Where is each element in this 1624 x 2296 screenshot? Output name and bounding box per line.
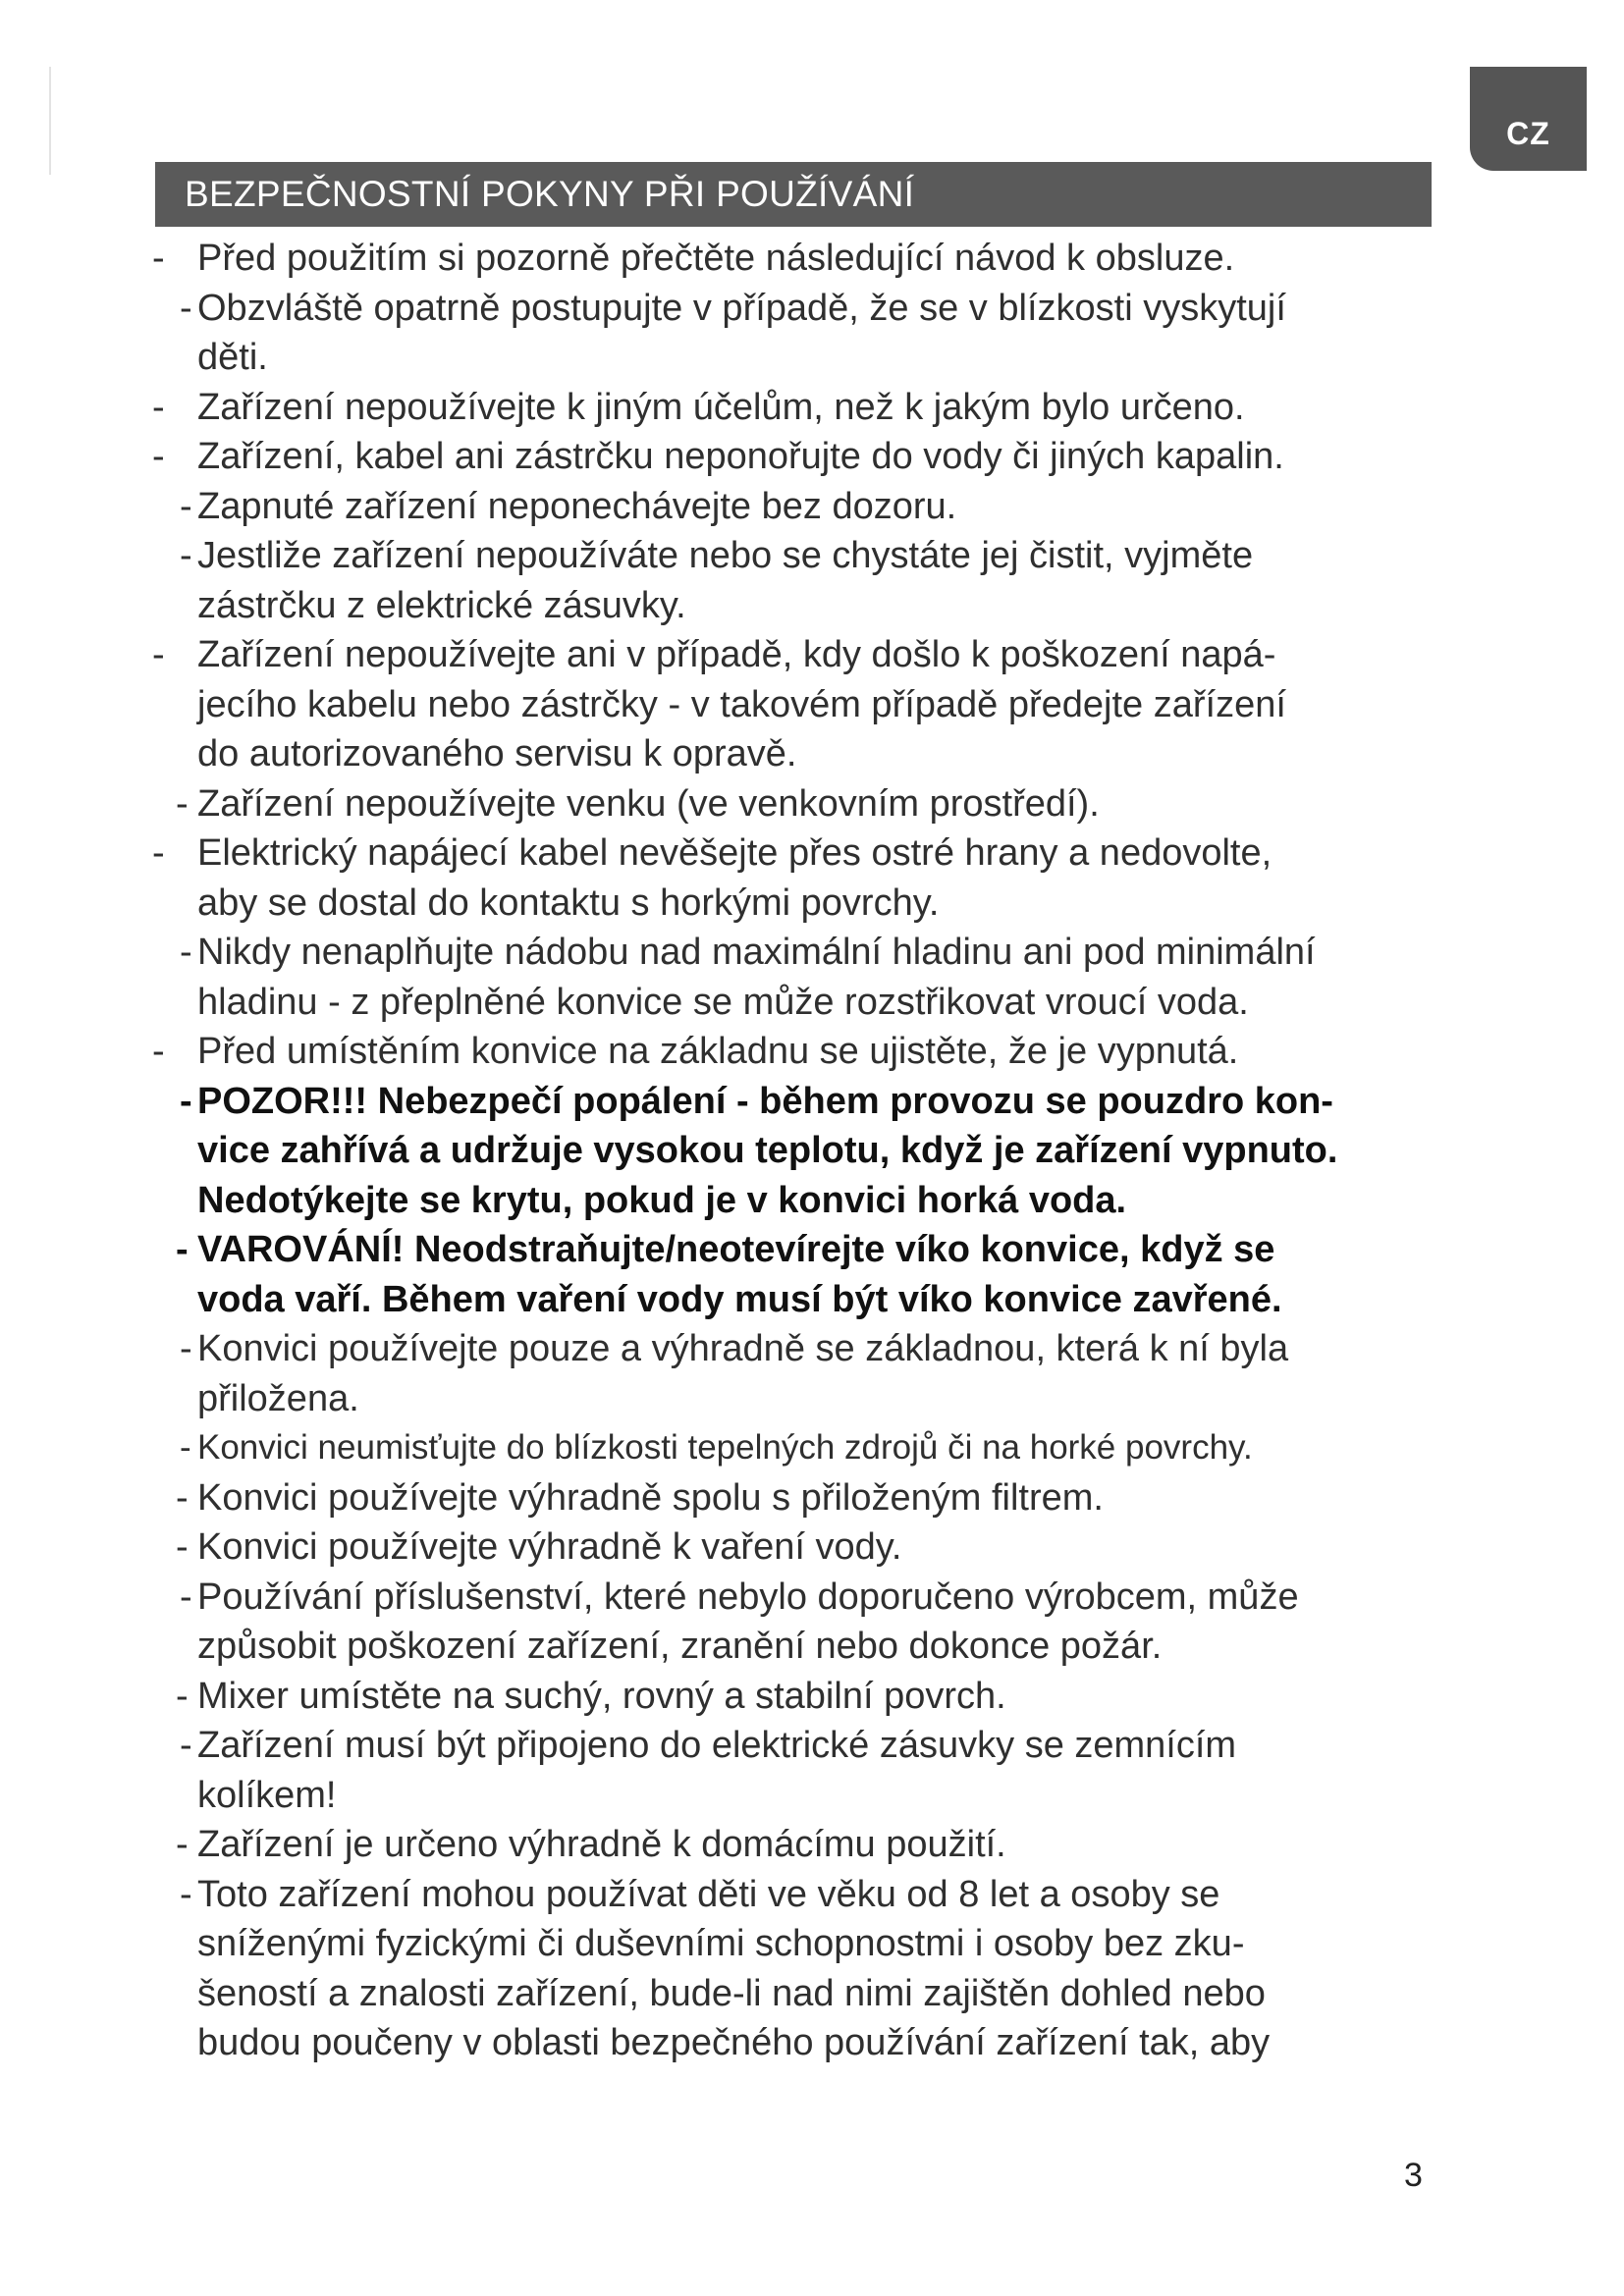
list-item [152,1672,1468,1722]
list-dash: - [180,932,192,973]
list-dash: - [152,386,165,428]
list-dash: - [176,782,189,825]
item-text: Zařízení, kabel ani zástrčku neponořujte do vody či jiných kapalin. [197,436,1284,477]
list-item [152,1522,1468,1573]
item-text: Konvici používejte pouze a výhradně se základnou, která k ní byla [197,1328,1289,1369]
list-item [152,828,1468,928]
item-text: Zařízení nepoužívejte venku (ve venkovním prostředí). [197,782,1100,825]
list-dash: - [180,1873,192,1915]
item-text: Zařízení nepoužívejte ani v případě, kdy došlo k poškození napá- [197,634,1276,675]
list-dash: - [152,1031,165,1072]
list-dash: - [176,1824,189,1865]
warning-item [152,1077,1468,1226]
list-dash: - [180,1328,192,1369]
item-text: jecího kabelu nebo zástrčky - v takovém případě předejte zařízení [197,683,1286,725]
warning-text: POZOR!!! Nebezpečí popálení - během provozu se pouzdro kon- [197,1080,1333,1122]
item-text: hladinu - z přeplněné konvice se může rozstřikovat vroucí voda. [197,981,1249,1023]
item-text: Zapnuté zařízení neponechávejte bez dozoru. [197,485,957,527]
list-dash: - [176,1526,189,1568]
item-text: Používání příslušenství, které nebylo doporučeno výrobcem, může [197,1575,1299,1618]
item-text: Jestliže zařízení nepoužíváte nebo se chystáte jej čistit, vyjměte [197,535,1254,576]
list-dash: - [176,1229,189,1270]
list-dash: - [180,287,192,329]
item-text: sníženými fyzickými či duševními schopnostmi i osoby bez zku- [197,1923,1245,1964]
list-dash: - [152,238,165,279]
item-text: aby se dostal do kontaktu s horkými povrchy. [197,881,940,924]
language-code: CZ [1506,115,1550,151]
list-dash: - [176,1675,189,1717]
warning-text: Nedotýkejte se krytu, pokud je v konvici horká voda. [197,1179,1127,1221]
item-text: Před použitím si pozorně přečtěte následující návod k obsluze. [197,238,1235,279]
list-item [152,928,1468,1027]
warning-text: vice zahřívá a udržuje vysokou teplotu, když je zařízení vypnuto. [197,1130,1338,1171]
page-margin-line [49,67,51,175]
list-dash: - [180,1575,192,1618]
safety-instructions-list [152,234,1468,2068]
item-text: Zařízení je určeno výhradně k domácímu použití. [197,1824,1006,1865]
list-item [152,1573,1468,1672]
item-text: způsobit poškození zařízení, zranění nebo dokonce požár. [197,1626,1163,1667]
item-text: děti. [197,337,268,378]
item-text: Konvici neumisťujte do blízkosti tepelných zdrojů či na horké povrchy. [197,1428,1253,1467]
item-text: kolíkem! [197,1774,337,1816]
item-text: šeností a znalosti zařízení, bude-li nad nimi zajištěn dohled nebo [197,1972,1266,2014]
item-text: Nikdy nenaplňujte nádobu nad maximální hladinu ani pod minimální [197,932,1316,973]
item-text: Mixer umístěte na suchý, rovný a stabilní povrch. [197,1675,1006,1717]
list-item [152,383,1468,433]
item-text: přiložena. [197,1377,359,1419]
item-text: Konvici používejte výhradně k vaření vody. [197,1526,902,1568]
list-item [152,1820,1468,1870]
list-item [152,1473,1468,1523]
list-item [152,531,1468,630]
warning-text: VAROVÁNÍ! Neodstraňujte/neotevírejte víko konvice, když se [197,1229,1275,1270]
item-text: Zařízení nepoužívejte k jiným účelům, než k jakým bylo určeno. [197,386,1245,428]
list-dash: - [180,1725,192,1766]
list-item [152,482,1468,532]
item-text: budou poučeny v oblasti bezpečného používání zařízení tak, aby [197,2022,1271,2063]
list-item [152,1027,1468,1077]
list-item [152,1324,1468,1423]
item-text: Obzvláště opatrně postupujte v případě, že se v blízkosti vyskytují [197,287,1286,329]
warning-item [152,1225,1468,1324]
item-text: Elektrický napájecí kabel nevěšejte přes ostré hrany a nedovolte, [197,832,1272,874]
list-item [152,234,1468,284]
section-header [155,162,1432,227]
list-item [152,432,1468,482]
list-dash: - [152,436,165,477]
page-number: 3 [1404,2157,1423,2194]
list-item [152,1870,1468,2068]
list-item [152,630,1468,779]
list-dash: - [180,485,192,527]
warning-text: voda vaří. Během vaření vody musí být víko konvice zavřené. [197,1278,1282,1320]
list-item [152,1423,1468,1473]
item-text: do autorizovaného servisu k opravě. [197,733,797,774]
list-item [152,779,1468,829]
list-item [152,284,1468,383]
language-tab [1470,67,1587,171]
item-text: Toto zařízení mohou používat děti ve věku od 8 let a osoby se [197,1873,1220,1915]
item-text: Zařízení musí být připojeno do elektrické zásuvky se zemnícím [197,1725,1237,1766]
list-dash: - [176,1476,189,1519]
item-text: Před umístěním konvice na základnu se ujistěte, že je vypnutá. [197,1031,1239,1072]
list-dash: - [152,832,165,874]
list-dash: - [180,1428,191,1467]
list-dash: - [180,1080,192,1122]
item-text: zástrčku z elektrické zásuvky. [197,584,686,626]
list-dash: - [180,535,192,576]
list-item [152,1721,1468,1820]
section-title: BEZPEČNOSTNÍ POKYNY PŘI POUŽÍVÁNÍ [185,174,915,214]
list-dash: - [152,634,165,675]
item-text: Konvici používejte výhradně spolu s přiloženým filtrem. [197,1476,1104,1519]
